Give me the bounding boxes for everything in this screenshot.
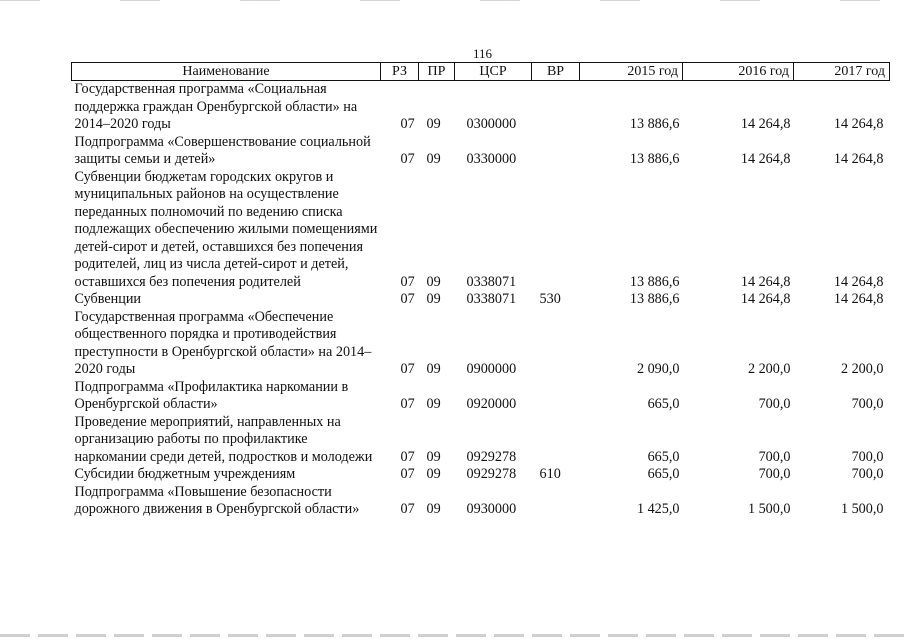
column-header-2016: 2016 год xyxy=(683,63,794,81)
row-rz: 07 xyxy=(400,396,415,412)
row-amount-2015: 665,0 xyxy=(647,396,680,412)
column-header-name: Наименование xyxy=(72,63,381,81)
row-name: Государственная программа «Обеспечение общественного порядка и противодействия преступности в Оренбургской области» на 2014–2020 годы xyxy=(74,308,372,377)
row-name: Подпрограмма «Повышение безопасности дорожного движения в Оренбургской области» xyxy=(74,483,360,517)
row-amount-2016: 14 264,8 xyxy=(740,116,791,132)
row-vr xyxy=(532,484,580,519)
column-header-csr: ЦСР xyxy=(455,63,532,81)
row-vr: 610 xyxy=(539,466,561,482)
row-vr xyxy=(532,309,580,379)
row-rz: 07 xyxy=(400,273,415,290)
row-amount-2017: 14 264,8 xyxy=(833,116,884,132)
row-rz: 07 xyxy=(400,448,415,465)
row-amount-2015: 1 425,0 xyxy=(636,501,680,517)
table-body xyxy=(72,81,890,519)
row-rz: 07 xyxy=(400,361,415,377)
column-header-rz: РЗ xyxy=(381,63,419,81)
row-csr: 0920000 xyxy=(466,396,517,412)
row-vr xyxy=(532,81,580,134)
row-amount-2017: 14 264,8 xyxy=(833,273,884,290)
table-row xyxy=(72,169,890,292)
table-row xyxy=(72,379,890,414)
row-vr xyxy=(532,169,580,292)
table-row xyxy=(72,291,890,309)
row-pr: 09 xyxy=(426,466,441,482)
row-amount-2015: 13 886,6 xyxy=(629,273,680,290)
row-csr: 0338071 xyxy=(466,291,517,307)
row-pr: 09 xyxy=(426,116,441,132)
row-rz: 07 xyxy=(400,466,415,482)
row-csr: 0300000 xyxy=(466,116,517,132)
row-rz: 07 xyxy=(400,116,415,132)
row-csr: 0929278 xyxy=(466,466,517,482)
row-amount-2016: 14 264,8 xyxy=(740,273,791,290)
row-amount-2017: 2 200,0 xyxy=(840,361,884,377)
row-pr: 09 xyxy=(426,448,441,465)
table-row xyxy=(72,309,890,379)
row-amount-2017: 700,0 xyxy=(851,448,884,465)
table-row xyxy=(72,134,890,169)
row-amount-2015: 13 886,6 xyxy=(629,291,680,307)
budget-table xyxy=(71,62,890,519)
row-rz: 07 xyxy=(400,151,415,167)
row-amount-2017: 700,0 xyxy=(851,396,884,412)
row-rz: 07 xyxy=(400,291,415,307)
row-vr xyxy=(532,379,580,414)
column-header-vr: ВР xyxy=(532,63,580,81)
row-amount-2017: 1 500,0 xyxy=(840,501,884,517)
row-amount-2016: 14 264,8 xyxy=(740,151,791,167)
row-csr: 0900000 xyxy=(466,361,517,377)
row-amount-2017: 700,0 xyxy=(851,466,884,482)
table-header-row xyxy=(72,63,890,81)
table-row xyxy=(72,466,890,484)
table-row xyxy=(72,81,890,134)
row-pr: 09 xyxy=(426,361,441,377)
row-amount-2015: 665,0 xyxy=(647,466,680,482)
row-name: Проведение мероприятий, направленных на организацию работы по профилактике наркомании среди детей, подростков и молодежи xyxy=(74,413,373,465)
row-amount-2016: 14 264,8 xyxy=(740,291,791,307)
row-pr: 09 xyxy=(426,501,441,517)
row-csr: 0929278 xyxy=(466,448,517,465)
table-row xyxy=(72,414,890,467)
row-pr: 09 xyxy=(426,291,441,307)
column-header-2017: 2017 год xyxy=(794,63,890,81)
row-name: Подпрограмма «Профилактика наркомании в Оренбургской области» xyxy=(74,378,349,412)
row-amount-2015: 13 886,6 xyxy=(629,151,680,167)
row-csr: 0338071 xyxy=(466,273,517,290)
row-name: Субсидии бюджетным учреждениям xyxy=(74,466,296,482)
row-name: Государственная программа «Социальная поддержка граждан Оренбургской области» на 2014–2020 годы xyxy=(74,81,358,132)
column-header-pr: ПР xyxy=(419,63,455,81)
row-amount-2016: 700,0 xyxy=(758,466,791,482)
scan-edge-bottom xyxy=(0,634,905,637)
row-name: Субвенции бюджетам городских округов и муниципальных районов на осуществление переданных полномочий по ведению списка подлежащих обеспечению жилыми помещениями детей-сирот и детей, оставшихся без попечения родителей, лиц из числа детей-сирот и детей, оставшихся без попечения родителей xyxy=(74,168,378,290)
row-amount-2016: 1 500,0 xyxy=(747,501,791,517)
row-amount-2016: 2 200,0 xyxy=(747,361,791,377)
scan-edge-top xyxy=(0,0,905,1)
row-csr: 0330000 xyxy=(466,151,517,167)
column-header-2015: 2015 год xyxy=(580,63,683,81)
row-amount-2015: 13 886,6 xyxy=(629,116,680,132)
row-pr: 09 xyxy=(426,273,441,290)
row-amount-2016: 700,0 xyxy=(758,448,791,465)
table-row xyxy=(72,484,890,519)
row-vr: 530 xyxy=(539,291,561,307)
row-amount-2017: 14 264,8 xyxy=(833,291,884,307)
row-amount-2015: 2 090,0 xyxy=(636,361,680,377)
row-vr xyxy=(532,414,580,467)
page-number: 116 xyxy=(472,46,493,61)
row-pr: 09 xyxy=(426,151,441,167)
row-csr: 0930000 xyxy=(466,501,517,517)
row-vr xyxy=(532,134,580,169)
row-rz: 07 xyxy=(400,501,415,517)
row-amount-2015: 665,0 xyxy=(647,448,680,465)
row-amount-2016: 700,0 xyxy=(758,396,791,412)
row-name: Подпрограмма «Совершенствование социальной защиты семьи и детей» xyxy=(74,133,371,167)
row-amount-2017: 14 264,8 xyxy=(833,151,884,167)
row-name: Субвенции xyxy=(74,291,142,307)
row-pr: 09 xyxy=(426,396,441,412)
